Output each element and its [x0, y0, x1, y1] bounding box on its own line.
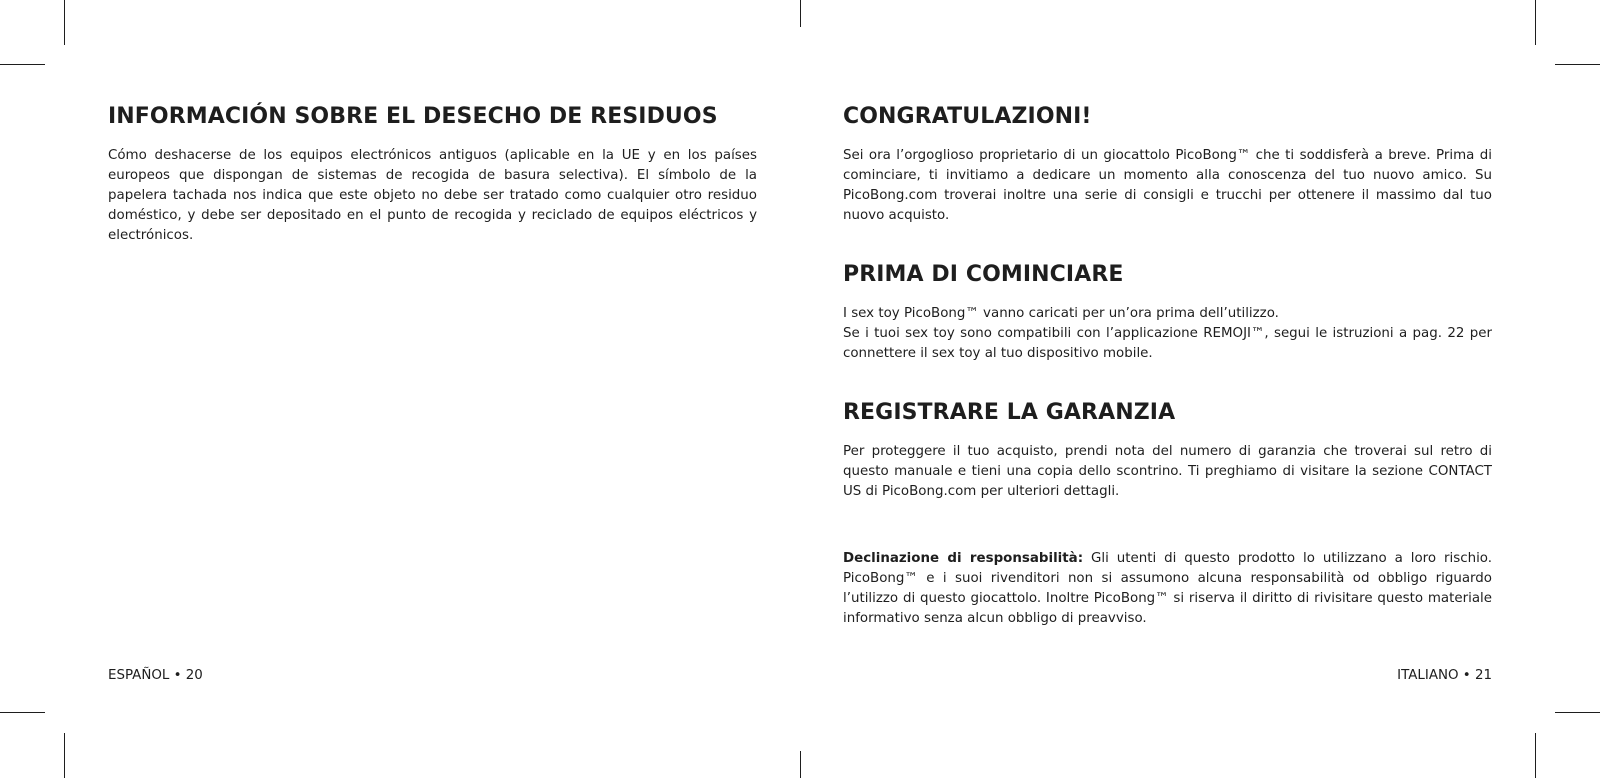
page-number-left: ESPAÑOL • 20 [108, 668, 203, 683]
crop-mark-top-left-horizontal [0, 64, 45, 65]
right-page [843, 100, 1492, 629]
before-starting-line-1: I sex toy PicoBong™ vanno caricati per un’ora prima dell’utilizzo. [843, 306, 1279, 321]
congratulations-section [843, 100, 1492, 226]
waste-disposal-section [108, 100, 757, 246]
warranty-section [843, 396, 1492, 502]
before-starting-heading: PRIMA DI COMINCIARE [843, 262, 1124, 287]
congratulations-heading: CONGRATULAZIONI! [843, 104, 1092, 129]
crop-mark-bottom-right-horizontal [1555, 712, 1600, 713]
crop-mark-top-left-vertical [64, 0, 65, 45]
crop-mark-top-right-vertical [1535, 0, 1536, 45]
before-starting-section [843, 258, 1492, 364]
crop-mark-top-center [800, 0, 801, 27]
waste-disposal-body: Cómo deshacerse de los equipos electrónicos antiguos (aplicable en la UE y en los países europeos que dispongan de sistemas de recogida de basura selectiva). El símbolo de la papelera tachada nos indica que este objeto no debe ser tratado como cualquier otro residuo doméstico, y debe ser depositado en el punto de recogida y reciclado de equipos eléctricos y electrónicos. [108, 148, 757, 243]
crop-mark-top-right-horizontal [1555, 64, 1600, 65]
congratulations-body: Sei ora l’orgoglioso proprietario di un giocattolo PicoBong™ che ti soddisferà a breve. Prima di cominciare, ti invitiamo a dedicare un momento alla conoscenza del tuo nuovo amico. Su PicoBong.com troverai inoltre una serie di consigli e trucchi per ottenere il massimo dal tuo nuovo acquisto. [843, 148, 1492, 223]
warranty-body: Per proteggere il tuo acquisto, prendi nota del numero di garanzia che troverai sul retro di questo manuale e tieni una copia dello scontrino. Ti preghiamo di visitare la sezione CONTACT US di PicoBong.com per ulteriori dettagli. [843, 444, 1492, 499]
waste-disposal-heading: INFORMACIÓN SOBRE EL DESECHO DE RESIDUOS [108, 104, 718, 129]
left-page [108, 100, 757, 278]
disclaimer-paragraph [843, 549, 1492, 629]
crop-mark-bottom-left-vertical [64, 733, 65, 778]
before-starting-line-2: Se i tuoi sex toy sono compatibili con l’applicazione REMOJI™, segui le istruzioni a pag. 22 per connettere il sex toy al tuo dispositivo mobile. [843, 326, 1492, 361]
crop-mark-bottom-right-vertical [1535, 733, 1536, 778]
page-number-right: ITALIANO • 21 [1397, 668, 1492, 683]
crop-mark-bottom-left-horizontal [0, 712, 45, 713]
crop-mark-bottom-center [800, 751, 801, 778]
disclaimer-text: Gli utenti di questo prodotto lo utilizzano a loro rischio. PicoBong™ e i suoi rivenditori non si assumono alcuna responsabilità od obbligo riguardo l’utilizzo di questo giocattolo. Inoltre PicoBong™ si riserva il diritto di rivisitare questo materiale informativo senza alcun obbligo di preavviso. [843, 551, 1492, 626]
warranty-heading: REGISTRARE LA GARANZIA [843, 400, 1176, 425]
disclaimer-label: Declinazione di responsabilità: [843, 551, 1084, 566]
